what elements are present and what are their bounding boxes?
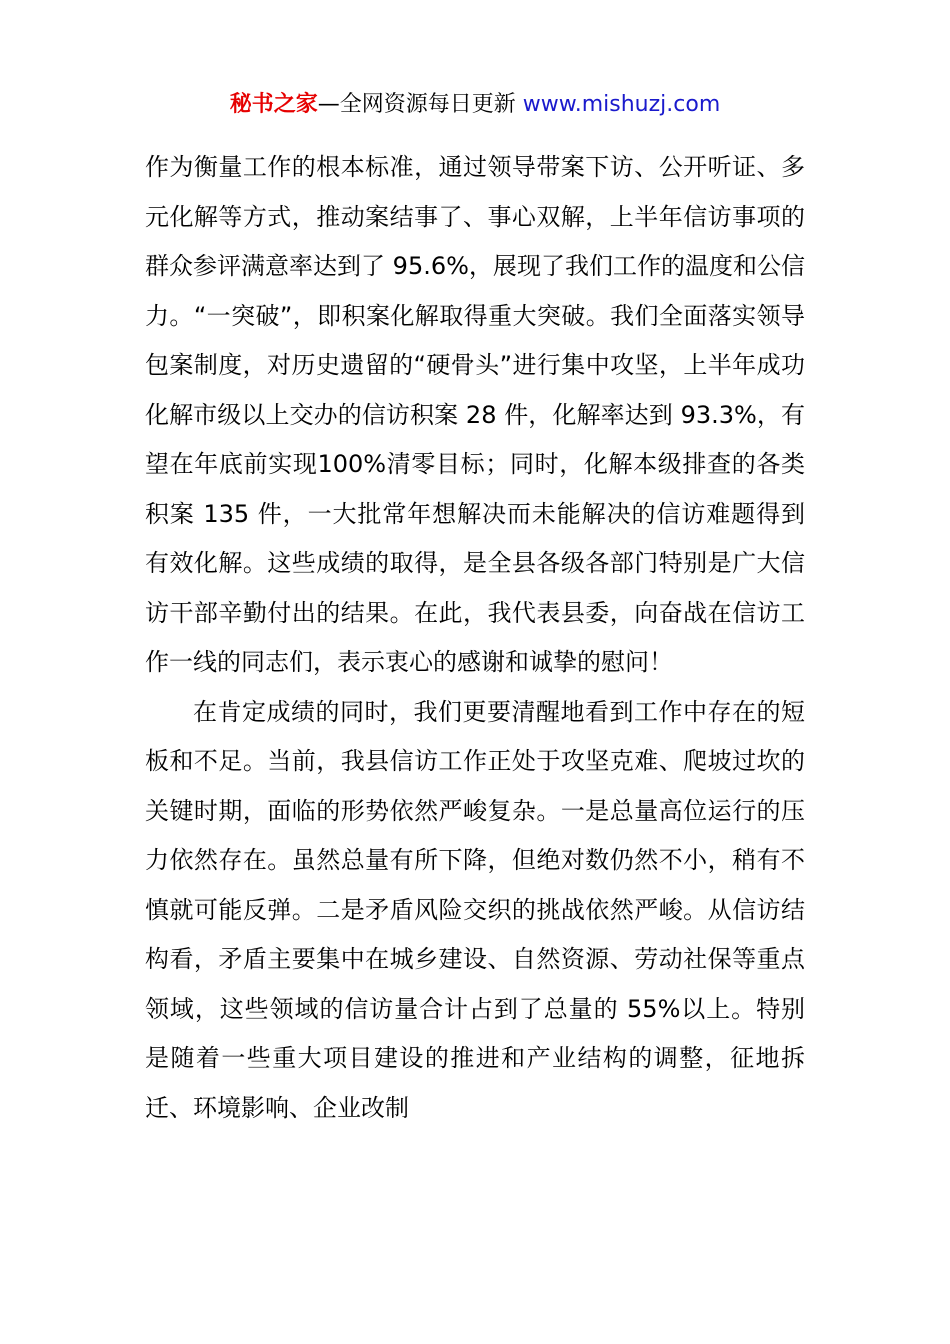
site-url: www.mishuzj.com <box>515 92 721 117</box>
site-header <box>0 88 950 122</box>
paragraph: 在肯定成绩的同时，我们更要清醒地看到工作中存在的短板和不足。当前，我县信访工作正处于攻坚克难、爬坡过坎的关键时期，面临的形势依然严峻复杂。一是总量高位运行的压力依然存在。虽然总量有所下降，但绝对数仍然不小，稍有不慎就可能反弹。二是矛盾风险交织的挑战依然严峻。从信访结构看，矛盾主要集中在城乡建设、自然资源、劳动社保等重点领域，这些领域的信访量合计占到了总量的 55%以上。特别是随着一些重大项目建设的推进和产业结构的调整，征地拆迁、环境影响、企业改制 <box>145 697 805 1122</box>
site-brand: 秘书之家 <box>229 92 318 117</box>
site-tagline: —全网资源每日更新 <box>317 92 516 117</box>
document-body <box>145 143 805 1133</box>
paragraph-continued: 作为衡量工作的根本标准，通过领导带案下访、公开听证、多元化解等方式，推动案结事了、事心双解，上半年信访事项的群众参评满意率达到了 95.6%，展现了我们工作的温度和公信力。“一突破”，即积案化解取得重大突破。我们全面落实领导包案制度，对历史遗留的“硬骨头”进行集中攻坚，上半年成功化解市级以上交办的信访积案 28 件，化解率达到 93.3%，有望在年底前实现100%清零目标；同时，化解本级排查的各类积案 135 件，一大批常年想解决而未能解决的信访难题得到有效化解。这些成绩的取得，是全县各级各部门特别是广大信访干部辛勤付出的结果。在此，我代表县委，向奋战在信访工作一线的同志们，表示衷心的感谢和诚挚的慰问！ <box>145 153 805 676</box>
